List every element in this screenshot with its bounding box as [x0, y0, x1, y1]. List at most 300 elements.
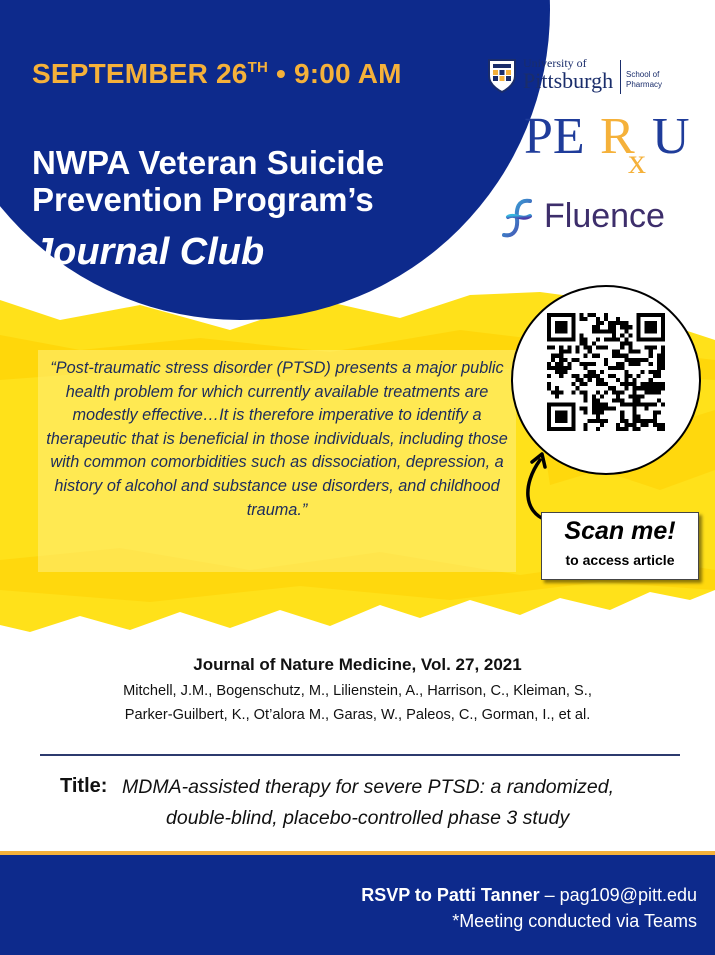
- qr-module: [616, 354, 620, 358]
- qr-module: [632, 407, 636, 411]
- qr-module: [567, 350, 571, 354]
- qr-module: [551, 366, 555, 370]
- qr-module: [559, 346, 563, 350]
- qr-module: [657, 374, 661, 378]
- qr-module: [620, 333, 624, 337]
- qr-module: [620, 325, 624, 329]
- qr-module: [624, 325, 628, 329]
- qr-module: [592, 394, 596, 398]
- qr-code[interactable]: [547, 313, 665, 431]
- qr-module: [616, 427, 620, 431]
- qr-module: [596, 321, 600, 325]
- qr-module: [592, 411, 596, 415]
- qr-module: [620, 362, 624, 366]
- rsvp-email[interactable]: – pag109@pitt.edu: [539, 885, 697, 905]
- qr-module: [580, 341, 584, 345]
- qr-module: [657, 358, 661, 362]
- qr-module: [604, 382, 608, 386]
- qr-module: [571, 390, 575, 394]
- qr-module: [592, 419, 596, 423]
- qr-module: [637, 350, 641, 354]
- qr-module: [661, 358, 665, 362]
- qr-module: [596, 398, 600, 402]
- qr-module: [649, 354, 653, 358]
- qr-module: [657, 398, 661, 402]
- qr-module: [632, 386, 636, 390]
- qr-module: [657, 427, 661, 431]
- qr-module: [616, 317, 620, 321]
- qr-module: [620, 419, 624, 423]
- qr-module: [584, 341, 588, 345]
- qr-module: [649, 350, 653, 354]
- qr-module: [584, 362, 588, 366]
- pitt-logo-divider: [620, 60, 621, 94]
- qr-module: [637, 386, 641, 390]
- qr-module: [645, 423, 649, 427]
- qr-module: [555, 370, 559, 374]
- qr-module: [547, 362, 551, 366]
- qr-module: [612, 407, 616, 411]
- perxu-right-text: U: [652, 108, 690, 165]
- fluence-label: Fluence: [544, 197, 665, 235]
- qr-module: [600, 407, 604, 411]
- qr-module: [612, 321, 616, 325]
- qr-module: [592, 370, 596, 374]
- qr-module: [563, 366, 567, 370]
- qr-module: [584, 411, 588, 415]
- qr-module: [641, 403, 645, 407]
- qr-module: [559, 350, 563, 354]
- journal-club-title: Journal Club: [32, 231, 265, 273]
- qr-module: [612, 390, 616, 394]
- qr-module: [637, 374, 641, 378]
- qr-finder-module: [555, 411, 567, 423]
- qr-module: [571, 358, 575, 362]
- qr-module: [580, 333, 584, 337]
- qr-module: [624, 423, 628, 427]
- qr-module: [575, 378, 579, 382]
- meeting-note: *Meeting conducted via Teams: [452, 911, 697, 931]
- qr-module: [588, 378, 592, 382]
- qr-module: [628, 346, 632, 350]
- qr-module: [628, 362, 632, 366]
- qr-module: [620, 354, 624, 358]
- qr-module: [571, 382, 575, 386]
- qr-module: [596, 419, 600, 423]
- qr-module: [584, 427, 588, 431]
- pitt-name-label: Pittsburgh: [523, 68, 614, 93]
- qr-module: [580, 317, 584, 321]
- qr-module: [657, 386, 661, 390]
- qr-module: [628, 358, 632, 362]
- qr-module: [624, 386, 628, 390]
- qr-module: [649, 382, 653, 386]
- qr-module: [596, 346, 600, 350]
- journal-citation: Journal of Nature Medicine, Vol. 27, 2021: [193, 655, 522, 674]
- qr-module: [632, 398, 636, 402]
- qr-module: [575, 374, 579, 378]
- qr-module: [637, 362, 641, 366]
- qr-module: [641, 386, 645, 390]
- qr-module: [645, 419, 649, 423]
- qr-module: [657, 370, 661, 374]
- qr-finder-module: [555, 321, 567, 333]
- qr-module: [604, 403, 608, 407]
- qr-module: [559, 358, 563, 362]
- qr-module: [649, 346, 653, 350]
- qr-module: [632, 390, 636, 394]
- qr-module: [649, 378, 653, 382]
- scan-me-subtitle: to access article: [565, 552, 675, 568]
- qr-module: [624, 382, 628, 386]
- qr-module: [649, 362, 653, 366]
- qr-module: [547, 346, 551, 350]
- qr-module: [584, 374, 588, 378]
- qr-module: [624, 427, 628, 431]
- qr-module: [596, 317, 600, 321]
- qr-module: [596, 329, 600, 333]
- qr-module: [641, 358, 645, 362]
- qr-module: [547, 386, 551, 390]
- qr-module: [624, 329, 628, 333]
- qr-module: [628, 403, 632, 407]
- qr-module: [616, 398, 620, 402]
- qr-module: [584, 317, 588, 321]
- qr-module: [567, 362, 571, 366]
- qr-module: [612, 386, 616, 390]
- perxu-logo: [524, 107, 714, 177]
- qr-module: [600, 423, 604, 427]
- qr-module: [653, 415, 657, 419]
- qr-module: [596, 325, 600, 329]
- qr-module: [596, 354, 600, 358]
- qr-module: [641, 419, 645, 423]
- qr-module: [616, 362, 620, 366]
- qr-module: [649, 419, 653, 423]
- qr-module: [624, 358, 628, 362]
- qr-module: [632, 350, 636, 354]
- qr-module: [653, 382, 657, 386]
- qr-module: [661, 382, 665, 386]
- qr-module: [645, 358, 649, 362]
- qr-module: [624, 337, 628, 341]
- qr-module: [637, 419, 641, 423]
- scan-me-title: Scan me!: [564, 517, 676, 545]
- qr-module: [608, 321, 612, 325]
- qr-module: [608, 329, 612, 333]
- qr-module: [624, 374, 628, 378]
- qr-module: [645, 403, 649, 407]
- qr-module: [632, 419, 636, 423]
- qr-module: [661, 346, 665, 350]
- qr-module: [551, 390, 555, 394]
- qr-module: [584, 398, 588, 402]
- qr-module: [567, 366, 571, 370]
- qr-module: [657, 382, 661, 386]
- qr-module: [649, 403, 653, 407]
- qr-finder-module: [645, 321, 657, 333]
- qr-module: [620, 321, 624, 325]
- qr-module: [604, 419, 608, 423]
- qr-module: [620, 346, 624, 350]
- qr-module: [632, 358, 636, 362]
- qr-module: [600, 370, 604, 374]
- qr-module: [551, 354, 555, 358]
- qr-module: [616, 337, 620, 341]
- qr-module: [555, 394, 559, 398]
- qr-module: [657, 390, 661, 394]
- qr-module: [555, 366, 559, 370]
- qr-module: [653, 346, 657, 350]
- qr-module: [608, 386, 612, 390]
- qr-module: [559, 370, 563, 374]
- qr-module: [620, 382, 624, 386]
- qr-module: [600, 403, 604, 407]
- qr-module: [584, 366, 588, 370]
- qr-module: [628, 350, 632, 354]
- qr-module: [641, 394, 645, 398]
- qr-module: [588, 374, 592, 378]
- qr-module: [584, 337, 588, 341]
- perxu-r-text: R: [600, 108, 635, 165]
- qr-module: [580, 407, 584, 411]
- qr-module: [580, 313, 584, 317]
- qr-module: [600, 411, 604, 415]
- qr-module: [596, 415, 600, 419]
- qr-module: [612, 366, 616, 370]
- qr-module: [620, 403, 624, 407]
- qr-module: [592, 354, 596, 358]
- perxu-left-text: PE: [524, 108, 585, 165]
- qr-module: [592, 329, 596, 333]
- qr-module: [616, 350, 620, 354]
- qr-module: [555, 354, 559, 358]
- qr-module: [628, 382, 632, 386]
- qr-module: [620, 398, 624, 402]
- qr-module: [612, 398, 616, 402]
- qr-module: [616, 378, 620, 382]
- qr-module: [592, 362, 596, 366]
- qr-module: [584, 423, 588, 427]
- qr-module: [657, 411, 661, 415]
- qr-module: [624, 403, 628, 407]
- qr-module: [547, 374, 551, 378]
- qr-module: [604, 329, 608, 333]
- qr-module: [632, 427, 636, 431]
- qr-module: [563, 370, 567, 374]
- authors-line1: Mitchell, J.M., Bogenschutz, M., Lilienstein, A., Harrison, C., Kleiman, S.,: [123, 683, 592, 699]
- qr-module: [608, 325, 612, 329]
- authors-line2: Parker-Guilbert, K., Ot’alora M., Garas, W., Paleos, C., Gorman, I., et al.: [124, 707, 591, 723]
- qr-module: [584, 346, 588, 350]
- fluence-mark-icon: [500, 195, 540, 241]
- qr-module: [596, 378, 600, 382]
- qr-module: [604, 390, 608, 394]
- qr-module: [592, 341, 596, 345]
- qr-module: [620, 341, 624, 345]
- qr-module: [575, 386, 579, 390]
- scan-me-callout: [541, 512, 699, 580]
- qr-module: [596, 390, 600, 394]
- qr-module: [604, 346, 608, 350]
- qr-module: [588, 350, 592, 354]
- qr-module: [596, 382, 600, 386]
- qr-module: [628, 341, 632, 345]
- qr-module: [559, 374, 563, 378]
- qr-module: [641, 382, 645, 386]
- article-title-label: Title:: [60, 775, 108, 797]
- qr-module: [637, 403, 641, 407]
- qr-module: [628, 423, 632, 427]
- qr-module: [600, 346, 604, 350]
- qr-module: [580, 337, 584, 341]
- qr-module: [600, 321, 604, 325]
- qr-module: [580, 362, 584, 366]
- qr-module: [592, 325, 596, 329]
- rsvp-label: RSVP to Patti Tanner: [361, 885, 540, 905]
- qr-module: [608, 374, 612, 378]
- qr-module: [580, 378, 584, 382]
- qr-module: [661, 362, 665, 366]
- qr-module: [584, 394, 588, 398]
- qr-module: [555, 390, 559, 394]
- qr-module: [637, 358, 641, 362]
- qr-module: [661, 427, 665, 431]
- qr-module: [551, 358, 555, 362]
- qr-module: [645, 382, 649, 386]
- qr-module: [637, 427, 641, 431]
- qr-module: [604, 358, 608, 362]
- qr-module: [604, 313, 608, 317]
- qr-module: [616, 423, 620, 427]
- event-date-time: [32, 58, 402, 90]
- qr-module: [645, 407, 649, 411]
- qr-module: [657, 423, 661, 427]
- qr-module: [588, 370, 592, 374]
- qr-module: [632, 411, 636, 415]
- qr-module: [649, 390, 653, 394]
- qr-module: [592, 374, 596, 378]
- qr-module: [588, 313, 592, 317]
- qr-module: [657, 354, 661, 358]
- qr-module: [575, 358, 579, 362]
- qr-module: [559, 366, 563, 370]
- qr-module: [616, 366, 620, 370]
- qr-module: [620, 390, 624, 394]
- qr-module: [612, 329, 616, 333]
- qr-module: [571, 374, 575, 378]
- qr-module: [632, 394, 636, 398]
- qr-module: [657, 366, 661, 370]
- qr-module: [600, 329, 604, 333]
- qr-module: [645, 346, 649, 350]
- qr-module: [624, 419, 628, 423]
- qr-module: [600, 419, 604, 423]
- qr-module: [624, 321, 628, 325]
- qr-module: [612, 325, 616, 329]
- footer-bar: [0, 851, 715, 955]
- qr-module: [620, 427, 624, 431]
- pitt-shield-icon: [487, 58, 517, 94]
- event-date-suffix: TH: [247, 59, 268, 76]
- qr-module: [637, 398, 641, 402]
- qr-module: [620, 415, 624, 419]
- qr-module: [596, 411, 600, 415]
- qr-module: [592, 398, 596, 402]
- pitt-school-label: School of Pharmacy: [626, 70, 663, 89]
- qr-module: [547, 366, 551, 370]
- qr-module: [584, 354, 588, 358]
- qr-module: [624, 370, 628, 374]
- qr-module: [600, 394, 604, 398]
- qr-module: [575, 350, 579, 354]
- qr-module: [653, 386, 657, 390]
- qr-module: [604, 317, 608, 321]
- qr-module: [580, 382, 584, 386]
- qr-module: [653, 411, 657, 415]
- qr-module: [661, 423, 665, 427]
- qr-module: [653, 374, 657, 378]
- qr-module: [632, 362, 636, 366]
- qr-module: [604, 337, 608, 341]
- qr-module: [653, 419, 657, 423]
- article-title-line2: double-blind, placebo-controlled phase 3 study: [166, 807, 570, 829]
- qr-module: [632, 378, 636, 382]
- qr-module: [588, 419, 592, 423]
- rsvp-line: [361, 885, 697, 906]
- qr-module: [653, 423, 657, 427]
- qr-module: [555, 386, 559, 390]
- qr-module: [653, 390, 657, 394]
- qr-module: [596, 374, 600, 378]
- qr-module: [563, 358, 567, 362]
- qr-module: [547, 382, 551, 386]
- qr-module: [551, 346, 555, 350]
- article-title-line1: MDMA-assisted therapy for severe PTSD: a randomized,: [122, 776, 615, 798]
- qr-module: [624, 354, 628, 358]
- qr-module: [620, 411, 624, 415]
- qr-module: [649, 370, 653, 374]
- qr-module: [641, 370, 645, 374]
- qr-module: [596, 407, 600, 411]
- qr-module: [628, 325, 632, 329]
- qr-module: [588, 362, 592, 366]
- qr-module: [612, 354, 616, 358]
- qr-module: [608, 407, 612, 411]
- qr-module: [600, 378, 604, 382]
- fluence-logo: [500, 195, 705, 243]
- event-date: SEPTEMBER 26: [32, 58, 248, 89]
- qr-module: [620, 366, 624, 370]
- qr-module: [580, 390, 584, 394]
- section-divider: [40, 754, 680, 756]
- qr-module: [628, 394, 632, 398]
- qr-module: [612, 337, 616, 341]
- program-title-line1: NWPA Veteran Suicide: [32, 144, 385, 181]
- qr-module: [612, 350, 616, 354]
- qr-module: [563, 350, 567, 354]
- qr-module: [661, 354, 665, 358]
- qr-module: [608, 366, 612, 370]
- qr-module: [637, 415, 641, 419]
- qr-module: [661, 386, 665, 390]
- qr-module: [657, 362, 661, 366]
- qr-module: [632, 382, 636, 386]
- qr-module: [624, 378, 628, 382]
- qr-module: [592, 407, 596, 411]
- qr-module: [641, 423, 645, 427]
- qr-module: [604, 407, 608, 411]
